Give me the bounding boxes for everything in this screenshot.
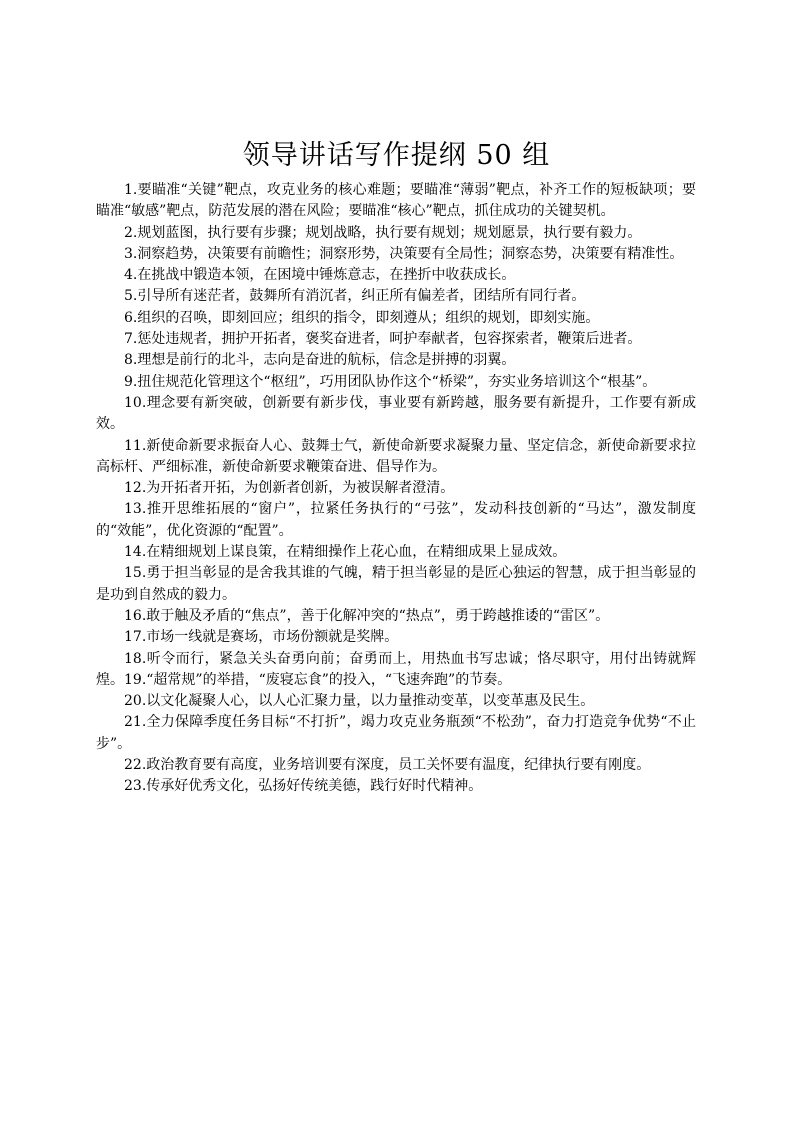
paragraph-8: 8.理想是前行的北斗，志向是奋进的航标，信念是拼搏的羽翼。 <box>124 352 516 369</box>
paragraph-6: 6.组织的召唤，即刻回应；组织的指令，即刻遵从；组织的规划，即刻实施。 <box>124 309 600 326</box>
paragraph-18: 18.听令而行，紧急关头奋勇向前；奋勇而上，用热血书写忠诚；恪尽职守，用付出铸就辉煌。19.“超常规”的举措，“废寝忘食”的投入，“飞速奔跑”的节奏。 <box>96 650 696 688</box>
paragraph-11: 11.新使命新要求振奋人心、鼓舞士气，新使命新要求凝聚力量、坚定信念，新使命新要求拉高标杆、严细标准，新使命新要求鞭策奋进、倡导作为。 <box>96 437 696 475</box>
paragraph-21: 21.全力保障季度任务目标“不打折”，竭力攻克业务瓶颈“不松劲”，奋力打造竞争优势“不止步”。 <box>96 714 696 752</box>
paragraph-17: 17.市场一线就是赛场，市场份额就是奖牌。 <box>124 629 399 646</box>
paragraph-23: 23.传承好优秀文化，弘扬好传统美德，践行好时代精神。 <box>124 778 483 795</box>
paragraph-15: 15.勇于担当彰显的是舍我其谁的气魄，精于担当彰显的是匠心独运的智慧，成于担当彰显的是功到自然成的毅力。 <box>96 565 696 603</box>
paragraph-5: 5.引导所有迷茫者，鼓舞所有消沉者，纠正所有偏差者，团结所有同行者。 <box>124 288 586 305</box>
paragraph-22: 22.政治教育要有高度，业务培训要有深度，员工关怀要有温度，纪律执行要有刚度。 <box>124 757 651 774</box>
paragraph-7: 7.惩处违规者，拥护开拓者，褒奖奋进者，呵护奉献者，包容探索者，鞭策后进者。 <box>124 331 642 348</box>
paragraph-16: 16.敢于触及矛盾的“焦点”，善于化解冲突的“热点”，勇于跨越推诿的“雷区”。 <box>124 607 610 624</box>
paragraph-9: 9.扭住规范化管理这个“枢纽”，巧用团队协作这个“桥梁”，夯实业务培训这个“根基”。 <box>124 373 657 390</box>
paragraph-1: 1.要瞄准“关键”靶点，攻克业务的核心难题；要瞄准“薄弱”靶点，补齐工作的短板缺项；要瞄准“敏感”靶点，防范发展的潜在风险；要瞄准“核心”靶点，抓住成功的关键契机。 <box>96 182 696 220</box>
paragraph-3: 3.洞察趋势，决策要有前瞻性；洞察形势，决策要有全局性；洞察态势，决策要有精准性。 <box>124 245 684 262</box>
paragraph-14: 14.在精细规划上谋良策，在精细操作上花心血，在精细成果上显成效。 <box>124 544 567 561</box>
paragraph-12: 12.为开拓者开拓，为创新者创新，为被误解者澄清。 <box>124 480 455 497</box>
paragraph-10: 10.理念要有新突破，创新要有新步伐，事业要有新跨越，服务要有新提升，工作要有新成效。 <box>96 394 696 433</box>
document-body <box>96 180 696 798</box>
document-title: 领导讲话写作提纲 50 组 <box>242 140 551 171</box>
paragraph-4: 4.在挑战中锻造本领，在困境中锤炼意志，在挫折中收获成长。 <box>124 267 516 284</box>
paragraph-20: 20.以文化凝聚人心，以人心汇聚力量，以力量推动变革，以变革惠及民生。 <box>124 693 595 710</box>
paragraph-13: 13.推开思维拓展的“窗户”，拉紧任务执行的“弓弦”，发动科技创新的“马达”，激发制度的“效能”，优化资源的“配置”。 <box>96 501 696 539</box>
paragraph-2: 2.规划蓝图，执行要有步骤；规划战略，执行要有规划；规划愿景，执行要有毅力。 <box>124 224 642 241</box>
